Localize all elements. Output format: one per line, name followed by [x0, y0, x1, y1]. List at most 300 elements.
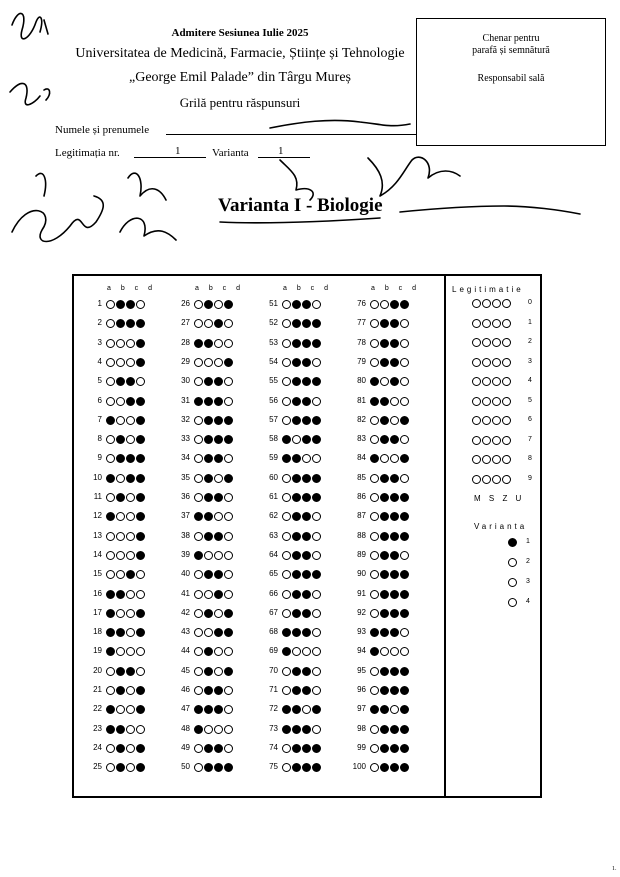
answer-bubble-c[interactable] [214, 667, 223, 676]
answer-bubble-b[interactable] [204, 339, 213, 348]
answer-bubble-a[interactable] [370, 725, 379, 734]
answer-bubble-d[interactable] [400, 493, 409, 502]
legitimatie-bubble[interactable] [492, 299, 501, 308]
legitimatie-title: Legitimatie [452, 285, 524, 294]
legitimatie-bubble[interactable] [472, 358, 481, 367]
answer-bubble-c[interactable] [214, 339, 223, 348]
answer-bubble-d[interactable] [224, 744, 233, 753]
answer-bubble-b[interactable] [116, 667, 125, 676]
answer-bubble-a[interactable] [194, 725, 203, 734]
answer-bubble-b[interactable] [380, 551, 389, 560]
question-number: 52 [269, 318, 278, 328]
answer-bubble-c[interactable] [126, 358, 135, 367]
answer-bubble-a[interactable] [194, 416, 203, 425]
answer-bubble-b[interactable] [204, 551, 213, 560]
answer-bubble-d[interactable] [224, 725, 233, 734]
answer-bubble-d[interactable] [312, 339, 321, 348]
legitimatie-bubble[interactable] [482, 475, 491, 484]
answer-bubble-d[interactable] [400, 667, 409, 676]
answer-bubble-b[interactable] [380, 397, 389, 406]
answer-bubble-d[interactable] [136, 744, 145, 753]
answer-bubble-d[interactable] [136, 725, 145, 734]
answer-bubble-d[interactable] [312, 416, 321, 425]
answer-bubble-a[interactable] [106, 416, 115, 425]
legitimatie-bubble[interactable] [482, 319, 491, 328]
answer-bubble-c[interactable] [390, 551, 399, 560]
answer-bubble-c[interactable] [214, 590, 223, 599]
answer-bubble-d[interactable] [224, 416, 233, 425]
answer-bubble-b[interactable] [380, 725, 389, 734]
legitimatie-bubble[interactable] [472, 475, 481, 484]
answer-bubble-d[interactable] [224, 493, 233, 502]
answer-bubble-d[interactable] [400, 686, 409, 695]
answer-bubble-a[interactable] [370, 551, 379, 560]
answer-bubble-b[interactable] [292, 609, 301, 618]
answer-bubble-c[interactable] [214, 397, 223, 406]
answer-bubble-a[interactable] [370, 686, 379, 695]
answer-bubble-c[interactable] [214, 725, 223, 734]
answer-bubble-a[interactable] [194, 358, 203, 367]
answer-bubble-c[interactable] [302, 551, 311, 560]
answer-bubble-a[interactable] [282, 300, 291, 309]
answer-bubble-a[interactable] [106, 358, 115, 367]
answer-bubble-c[interactable] [126, 532, 135, 541]
answer-bubble-d[interactable] [400, 532, 409, 541]
answer-bubble-b[interactable] [292, 744, 301, 753]
answer-bubble-c[interactable] [390, 725, 399, 734]
legitimatie-bubble[interactable] [492, 338, 501, 347]
answer-bubble-c[interactable] [390, 667, 399, 676]
answer-bubble-c[interactable] [126, 416, 135, 425]
answer-bubble-c[interactable] [302, 744, 311, 753]
answer-bubble-b[interactable] [116, 300, 125, 309]
answer-bubble-b[interactable] [380, 493, 389, 502]
answer-bubble-c[interactable] [214, 474, 223, 483]
answer-bubble-a[interactable] [370, 532, 379, 541]
answer-bubble-d[interactable] [136, 416, 145, 425]
legitimatie-bubble[interactable] [482, 436, 491, 445]
answer-bubble-a[interactable] [370, 493, 379, 502]
answer-bubble-b[interactable] [292, 339, 301, 348]
answer-bubble-d[interactable] [224, 339, 233, 348]
answer-bubble-d[interactable] [312, 532, 321, 541]
legitimatie-bubble[interactable] [472, 416, 481, 425]
legitimatie-bubble[interactable] [492, 436, 501, 445]
answer-bubble-a[interactable] [194, 474, 203, 483]
answer-bubble-d[interactable] [224, 551, 233, 560]
answer-bubble-c[interactable] [302, 725, 311, 734]
answer-bubble-c[interactable] [390, 609, 399, 618]
answer-bubble-a[interactable] [370, 339, 379, 348]
answer-bubble-b[interactable] [292, 397, 301, 406]
answer-bubble-a[interactable] [106, 686, 115, 695]
answer-bubble-a[interactable] [194, 686, 203, 695]
answer-bubble-c[interactable] [302, 609, 311, 618]
answer-bubble-c[interactable] [302, 686, 311, 695]
answer-bubble-c[interactable] [214, 532, 223, 541]
answer-bubble-a[interactable] [106, 397, 115, 406]
answer-bubble-b[interactable] [204, 300, 213, 309]
answer-bubble-c[interactable] [126, 493, 135, 502]
answer-bubble-d[interactable] [224, 358, 233, 367]
answer-bubble-a[interactable] [370, 397, 379, 406]
legitimatie-bubble[interactable] [492, 377, 501, 386]
answer-bubble-a[interactable] [194, 300, 203, 309]
answer-bubble-a[interactable] [106, 493, 115, 502]
answer-bubble-b[interactable] [116, 339, 125, 348]
legitimatie-bubble[interactable] [482, 338, 491, 347]
answer-bubble-a[interactable] [370, 416, 379, 425]
answer-bubble-a[interactable] [370, 744, 379, 753]
answer-bubble-d[interactable] [136, 339, 145, 348]
answer-bubble-c[interactable] [126, 339, 135, 348]
answer-bubble-c[interactable] [126, 474, 135, 483]
answer-bubble-d[interactable] [312, 667, 321, 676]
answer-bubble-b[interactable] [292, 667, 301, 676]
answer-bubble-b[interactable] [292, 532, 301, 541]
answer-bubble-b[interactable] [204, 725, 213, 734]
answer-bubble-a[interactable] [106, 590, 115, 599]
answer-bubble-c[interactable] [302, 300, 311, 309]
legitimatie-bubble[interactable] [472, 319, 481, 328]
answer-bubble-b[interactable] [116, 532, 125, 541]
answer-bubble-c[interactable] [390, 300, 399, 309]
answer-bubble-b[interactable] [116, 551, 125, 560]
answer-bubble-a[interactable] [370, 667, 379, 676]
question-number: 79 [357, 356, 366, 366]
answer-bubble-b[interactable] [116, 474, 125, 483]
answer-bubble-b[interactable] [292, 590, 301, 599]
answer-bubble-a[interactable] [194, 493, 203, 502]
answer-bubble-d[interactable] [224, 300, 233, 309]
answer-bubble-a[interactable] [282, 532, 291, 541]
answer-bubble-a[interactable] [282, 725, 291, 734]
answer-bubble-a[interactable] [370, 609, 379, 618]
answer-bubble-d[interactable] [136, 667, 145, 676]
question-number: 89 [357, 549, 366, 559]
legitimatie-bubble[interactable] [482, 416, 491, 425]
answer-bubble-b[interactable] [292, 416, 301, 425]
answer-bubble-a[interactable] [194, 551, 203, 560]
variant-label: Varianta [212, 147, 249, 159]
answer-bubble-b[interactable] [116, 686, 125, 695]
answer-bubble-b[interactable] [380, 300, 389, 309]
answer-bubble-c[interactable] [390, 686, 399, 695]
answer-bubble-a[interactable] [282, 416, 291, 425]
answer-bubble-c[interactable] [126, 725, 135, 734]
answer-bubble-a[interactable] [194, 744, 203, 753]
answer-bubble-c[interactable] [302, 416, 311, 425]
question-number: 36 [181, 492, 190, 501]
answer-bubble-d[interactable] [400, 300, 409, 309]
answer-bubble-b[interactable] [204, 590, 213, 599]
answer-bubble-b[interactable] [116, 358, 125, 367]
answer-bubble-d[interactable] [136, 397, 145, 406]
answer-bubble-a[interactable] [370, 474, 379, 483]
answer-bubble-c[interactable] [390, 744, 399, 753]
legitimatie-bubble[interactable] [472, 299, 481, 308]
answer-bubble-b[interactable] [116, 416, 125, 425]
answer-bubble-d[interactable] [312, 686, 321, 695]
answer-bubble-b[interactable] [116, 744, 125, 753]
university-subtitle: „George Emil Palade” din Târgu Mureș [129, 70, 351, 85]
answer-bubble-a[interactable] [370, 300, 379, 309]
answer-bubble-c[interactable] [302, 339, 311, 348]
answer-bubble-c[interactable] [390, 397, 399, 406]
answer-bubble-a[interactable] [282, 358, 291, 367]
legitimatie-bubble[interactable] [492, 455, 501, 464]
answer-bubble-b[interactable] [380, 416, 389, 425]
answer-bubble-d[interactable] [400, 358, 409, 367]
answer-bubble-b[interactable] [204, 744, 213, 753]
legitimatie-bubble[interactable] [492, 416, 501, 425]
answer-bubble-c[interactable] [214, 551, 223, 560]
question-number: 96 [357, 685, 366, 694]
answer-bubble-d[interactable] [224, 590, 233, 599]
legitimatie-bubble[interactable] [472, 377, 481, 386]
answer-bubble-d[interactable] [312, 590, 321, 599]
answer-bubble-d[interactable] [400, 416, 409, 425]
digit-label: 7 [528, 435, 532, 443]
answer-bubble-d[interactable] [312, 609, 321, 618]
answer-bubble-b[interactable] [292, 725, 301, 734]
answer-bubble-a[interactable] [282, 339, 291, 348]
answer-bubble-a[interactable] [282, 744, 291, 753]
answer-bubble-c[interactable] [302, 493, 311, 502]
legitimatie-bubble[interactable] [482, 397, 491, 406]
answer-bubble-d[interactable] [136, 493, 145, 502]
answer-bubble-a[interactable] [194, 667, 203, 676]
legitimatie-bubble[interactable] [492, 475, 501, 484]
answer-bubble-c[interactable] [302, 397, 311, 406]
answer-bubble-c[interactable] [214, 744, 223, 753]
answer-bubble-a[interactable] [282, 493, 291, 502]
answer-bubble-b[interactable] [204, 667, 213, 676]
answer-bubble-d[interactable] [136, 474, 145, 483]
legitimatie-bubble[interactable] [502, 358, 511, 367]
answer-bubble-d[interactable] [312, 725, 321, 734]
answer-bubble-a[interactable] [106, 474, 115, 483]
answer-bubble-a[interactable] [106, 339, 115, 348]
legitimatie-bubble[interactable] [482, 299, 491, 308]
answer-bubble-c[interactable] [126, 300, 135, 309]
answer-bubble-c[interactable] [126, 667, 135, 676]
answer-bubble-c[interactable] [214, 416, 223, 425]
answer-bubble-a[interactable] [282, 686, 291, 695]
answer-bubble-b[interactable] [204, 416, 213, 425]
answer-bubble-d[interactable] [400, 609, 409, 618]
answer-bubble-d[interactable] [136, 609, 145, 618]
answer-bubble-b[interactable] [380, 358, 389, 367]
answer-bubble-a[interactable] [106, 532, 115, 541]
answer-bubble-c[interactable] [214, 358, 223, 367]
legitimatie-bubble[interactable] [482, 377, 491, 386]
answer-bubble-d[interactable] [224, 686, 233, 695]
answer-bubble-c[interactable] [302, 358, 311, 367]
answer-bubble-b[interactable] [116, 590, 125, 599]
answer-bubble-d[interactable] [312, 300, 321, 309]
legitimatie-bubble[interactable] [502, 455, 511, 464]
answer-bubble-a[interactable] [282, 609, 291, 618]
answer-bubble-d[interactable] [136, 590, 145, 599]
answer-bubble-d[interactable] [400, 551, 409, 560]
answer-bubble-c[interactable] [390, 339, 399, 348]
answer-bubble-a[interactable] [194, 609, 203, 618]
answer-bubble-b[interactable] [204, 532, 213, 541]
answer-bubble-a[interactable] [106, 725, 115, 734]
legitimatie-bubble[interactable] [502, 319, 511, 328]
answer-bubble-a[interactable] [194, 532, 203, 541]
answer-bubble-c[interactable] [126, 551, 135, 560]
legitimatie-bubble[interactable] [502, 338, 511, 347]
answer-bubble-d[interactable] [136, 686, 145, 695]
answer-bubble-b[interactable] [116, 725, 125, 734]
answer-bubble-a[interactable] [106, 609, 115, 618]
answer-bubble-c[interactable] [302, 474, 311, 483]
answer-bubble-c[interactable] [390, 493, 399, 502]
answer-bubble-d[interactable] [312, 358, 321, 367]
answer-bubble-c[interactable] [390, 416, 399, 425]
answer-bubble-b[interactable] [292, 551, 301, 560]
answer-bubble-b[interactable] [292, 300, 301, 309]
answer-bubble-d[interactable] [312, 474, 321, 483]
answer-bubble-b[interactable] [116, 397, 125, 406]
answer-bubble-d[interactable] [400, 474, 409, 483]
legitimatie-bubble[interactable] [502, 299, 511, 308]
answer-bubble-a[interactable] [282, 667, 291, 676]
answer-bubble-d[interactable] [136, 532, 145, 541]
answer-bubble-c[interactable] [302, 532, 311, 541]
answer-bubble-d[interactable] [224, 474, 233, 483]
legitimatie-bubble[interactable] [492, 397, 501, 406]
varianta-bubble-4[interactable] [508, 598, 517, 607]
answer-bubble-b[interactable] [380, 686, 389, 695]
answer-bubble-a[interactable] [194, 590, 203, 599]
legitimatie-bubble[interactable] [472, 436, 481, 445]
answer-bubble-b[interactable] [380, 474, 389, 483]
legitimatie-bubble[interactable] [492, 358, 501, 367]
question-number: 19 [93, 646, 102, 656]
answer-bubble-a[interactable] [370, 358, 379, 367]
legitimatie-bubble[interactable] [502, 475, 511, 484]
answer-bubble-b[interactable] [380, 667, 389, 676]
answer-bubble-a[interactable] [194, 397, 203, 406]
answer-bubble-c[interactable] [214, 300, 223, 309]
answer-bubble-b[interactable] [116, 493, 125, 502]
answer-bubble-a[interactable] [106, 551, 115, 560]
answer-bubble-d[interactable] [224, 667, 233, 676]
answer-bubble-c[interactable] [390, 590, 399, 599]
answer-bubble-b[interactable] [380, 590, 389, 599]
answer-bubble-d[interactable] [400, 744, 409, 753]
answer-bubble-b[interactable] [204, 474, 213, 483]
answer-bubble-b[interactable] [380, 532, 389, 541]
answer-bubble-c[interactable] [390, 532, 399, 541]
question-number: 65 [269, 569, 278, 579]
answer-bubble-b[interactable] [204, 493, 213, 502]
answer-bubble-b[interactable] [204, 397, 213, 406]
varianta-bubble-1[interactable] [508, 538, 517, 547]
answer-bubble-d[interactable] [312, 397, 321, 406]
answer-bubble-b[interactable] [380, 744, 389, 753]
legitimatie-bubble[interactable] [492, 319, 501, 328]
answer-bubble-d[interactable] [400, 725, 409, 734]
varianta-bubble-3[interactable] [508, 578, 517, 587]
answer-bubble-c[interactable] [214, 609, 223, 618]
legitimatie-bubble[interactable] [472, 338, 481, 347]
legitimatie-bubble[interactable] [502, 397, 511, 406]
answer-bubble-b[interactable] [292, 493, 301, 502]
legitimatie-bubble[interactable] [472, 455, 481, 464]
answer-bubble-c[interactable] [390, 358, 399, 367]
answer-bubble-c[interactable] [126, 590, 135, 599]
legitimatie-bubble[interactable] [482, 358, 491, 367]
answer-bubble-a[interactable] [106, 667, 115, 676]
question-number: 94 [357, 646, 366, 656]
answer-bubble-b[interactable] [204, 686, 213, 695]
answer-bubble-a[interactable] [106, 300, 115, 309]
answer-bubble-c[interactable] [126, 744, 135, 753]
answer-bubble-d[interactable] [312, 551, 321, 560]
answer-bubble-d[interactable] [312, 744, 321, 753]
answer-bubble-b[interactable] [116, 609, 125, 618]
answer-bubble-d[interactable] [136, 300, 145, 309]
legitimatie-bubble[interactable] [502, 436, 511, 445]
answer-bubble-b[interactable] [292, 358, 301, 367]
question-number: 34 [181, 453, 190, 463]
answer-bubble-c[interactable] [214, 493, 223, 502]
answer-bubble-c[interactable] [390, 474, 399, 483]
answer-bubble-c[interactable] [214, 686, 223, 695]
answer-bubble-d[interactable] [136, 358, 145, 367]
answer-bubble-d[interactable] [400, 397, 409, 406]
answer-bubble-b[interactable] [204, 609, 213, 618]
legitimatie-bubble[interactable] [502, 416, 511, 425]
digit-label: 8 [528, 455, 532, 462]
answer-bubble-d[interactable] [224, 609, 233, 618]
answer-bubble-a[interactable] [370, 590, 379, 599]
answer-bubble-a[interactable] [106, 744, 115, 753]
answer-bubble-d[interactable] [312, 493, 321, 502]
answer-bubble-b[interactable] [292, 686, 301, 695]
answer-bubble-d[interactable] [400, 590, 409, 599]
answer-bubble-a[interactable] [282, 590, 291, 599]
legitimatie-bubble[interactable] [482, 455, 491, 464]
legitimatie-bubble[interactable] [502, 377, 511, 386]
answer-bubble-a[interactable] [194, 339, 203, 348]
answer-bubble-d[interactable] [136, 551, 145, 560]
answer-bubble-b[interactable] [292, 474, 301, 483]
answer-bubble-c[interactable] [302, 590, 311, 599]
answer-bubble-b[interactable] [380, 339, 389, 348]
answer-bubble-b[interactable] [204, 358, 213, 367]
answer-bubble-d[interactable] [224, 397, 233, 406]
answer-bubble-a[interactable] [282, 397, 291, 406]
question-number: 81 [357, 395, 366, 405]
answer-bubble-a[interactable] [282, 551, 291, 560]
varianta-bubble-2[interactable] [508, 558, 517, 567]
answer-bubble-c[interactable] [126, 686, 135, 695]
answer-bubble-d[interactable] [224, 532, 233, 541]
answer-bubble-d[interactable] [400, 339, 409, 348]
legitimatie-bubble[interactable] [472, 397, 481, 406]
answer-bubble-c[interactable] [126, 397, 135, 406]
question-number: 33 [181, 434, 190, 444]
answer-bubble-c[interactable] [126, 609, 135, 618]
answer-bubble-b[interactable] [380, 609, 389, 618]
answer-bubble-a[interactable] [282, 474, 291, 483]
answer-bubble-c[interactable] [302, 667, 311, 676]
